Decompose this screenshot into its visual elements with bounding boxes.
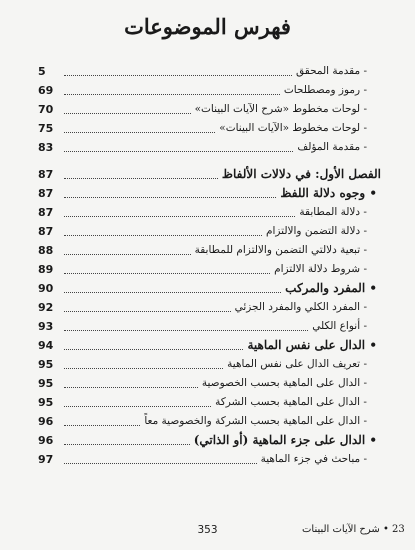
dot-leader: [64, 330, 308, 331]
toc-entry: [38, 222, 381, 241]
dot-leader: [64, 463, 257, 464]
toc-entry-page: 5: [38, 65, 46, 78]
toc-entry-label: - مقدمة المؤلف: [297, 141, 367, 153]
dot-leader: [64, 311, 231, 312]
dot-leader: [64, 75, 292, 76]
toc-entry-label: - شروط دلالة الالتزام: [274, 263, 367, 275]
dot-leader: [64, 113, 191, 114]
toc-entry-page: 96: [38, 415, 54, 428]
toc-entry: [38, 393, 381, 412]
toc-entry-label: - الدال على الماهية بحسب الشركة والخصوصية معاً: [144, 415, 367, 427]
dot-leader: [64, 273, 270, 274]
toc-entry-page: 87: [38, 187, 54, 200]
dot-leader: [64, 406, 211, 407]
toc-entry-page: 87: [38, 168, 54, 181]
toc-entry-page: 89: [38, 263, 54, 276]
toc-entry-label: - المفرد الكلي والمفرد الجزئي: [234, 301, 367, 313]
toc-entry-page: 95: [38, 396, 54, 409]
toc-entry: [38, 165, 381, 184]
toc-entry-page: 87: [38, 206, 54, 219]
toc-entry-label: - الدال على الماهية بحسب الخصوصية: [201, 377, 367, 389]
dot-leader: [64, 444, 190, 445]
toc-entry: [38, 412, 381, 431]
toc-entry-page: 92: [38, 301, 54, 314]
toc-entry-page: 87: [38, 225, 54, 238]
dot-leader: [64, 178, 218, 179]
dot-leader: [64, 387, 198, 388]
dot-leader: [64, 425, 140, 426]
dot-leader: [64, 216, 295, 217]
toc-entry: [38, 119, 381, 138]
toc-entry-label: - مباحث في جزء الماهية: [260, 453, 367, 465]
toc-entry-page: 83: [38, 141, 54, 154]
toc-entry: [38, 298, 381, 317]
toc-entry: [38, 450, 381, 469]
running-head: 23 • شرح الآيات البينات: [302, 524, 405, 535]
dot-leader: [64, 349, 243, 350]
dot-leader: [64, 254, 191, 255]
dot-leader: [64, 368, 223, 369]
toc-entry: [38, 203, 381, 222]
toc-entry: [38, 81, 381, 100]
table-of-contents: [38, 62, 381, 469]
toc-entry: [38, 138, 381, 157]
toc-entry: [38, 62, 381, 81]
toc-entry-page: 93: [38, 320, 54, 333]
toc-entry-label: - مقدمة المحقق: [296, 65, 367, 77]
toc-entry-label: - لوحات مخطوط «شرح الآيات البينات»: [194, 103, 367, 115]
toc-entry-page: 88: [38, 244, 54, 257]
toc-entry: [38, 279, 381, 298]
toc-entry-page: 94: [38, 339, 54, 352]
toc-entry: [38, 260, 381, 279]
page-number: 353: [197, 524, 218, 536]
toc-entry-page: 97: [38, 453, 54, 466]
toc-entry-label: - تعريف الدال على نفس الماهية: [227, 358, 367, 370]
toc-entry-label: - لوحات مخطوط «الآيات البينات»: [219, 122, 367, 134]
toc-entry: [38, 241, 381, 260]
toc-entry-label: - رموز ومصطلحات: [283, 84, 367, 96]
toc-entry-page: 70: [38, 103, 54, 116]
dot-leader: [64, 235, 262, 236]
toc-entry-label: الفصل الأول: في دلالات الألفاظ: [221, 167, 381, 181]
dot-leader: [64, 151, 293, 152]
toc-entry-page: 95: [38, 358, 54, 371]
toc-entry: [38, 374, 381, 393]
toc-entry-label: - دلالة المطابقة: [299, 206, 367, 218]
toc-entry-page: 69: [38, 84, 54, 97]
toc-entry: [38, 317, 381, 336]
dot-leader: [64, 132, 215, 133]
toc-entry-label: - دلالة التضمن والالتزام: [265, 225, 367, 237]
page-title: فهرس الموضوعات: [124, 14, 291, 39]
dot-leader: [64, 94, 280, 95]
toc-entry-page: 96: [38, 434, 54, 447]
page-footer: [0, 524, 415, 540]
toc-entry: [38, 184, 381, 203]
toc-entry-label: - أنواع الكلي: [312, 320, 367, 332]
dot-leader: [64, 197, 276, 198]
toc-entry: [38, 355, 381, 374]
toc-entry-label: • الدال على نفس الماهية: [247, 338, 377, 352]
toc-entry-label: • وجوه دلالة اللفظ: [280, 186, 377, 200]
toc-entry-label: - الدال على الماهية بحسب الشركة: [215, 396, 367, 408]
toc-entry-label: • الدال على جزء الماهية (أو الذاتي): [193, 433, 377, 447]
toc-entry: [38, 336, 381, 355]
toc-entry: [38, 431, 381, 450]
dot-leader: [64, 292, 281, 293]
toc-entry-label: • المفرد والمركب: [285, 281, 377, 295]
section-gap: [38, 157, 381, 165]
toc-entry-page: 95: [38, 377, 54, 390]
toc-entry-page: 75: [38, 122, 54, 135]
toc-entry: [38, 100, 381, 119]
toc-entry-label: - تبعية دلالتي التضمن والالتزام للمطابقة: [194, 244, 367, 256]
toc-entry-page: 90: [38, 282, 54, 295]
